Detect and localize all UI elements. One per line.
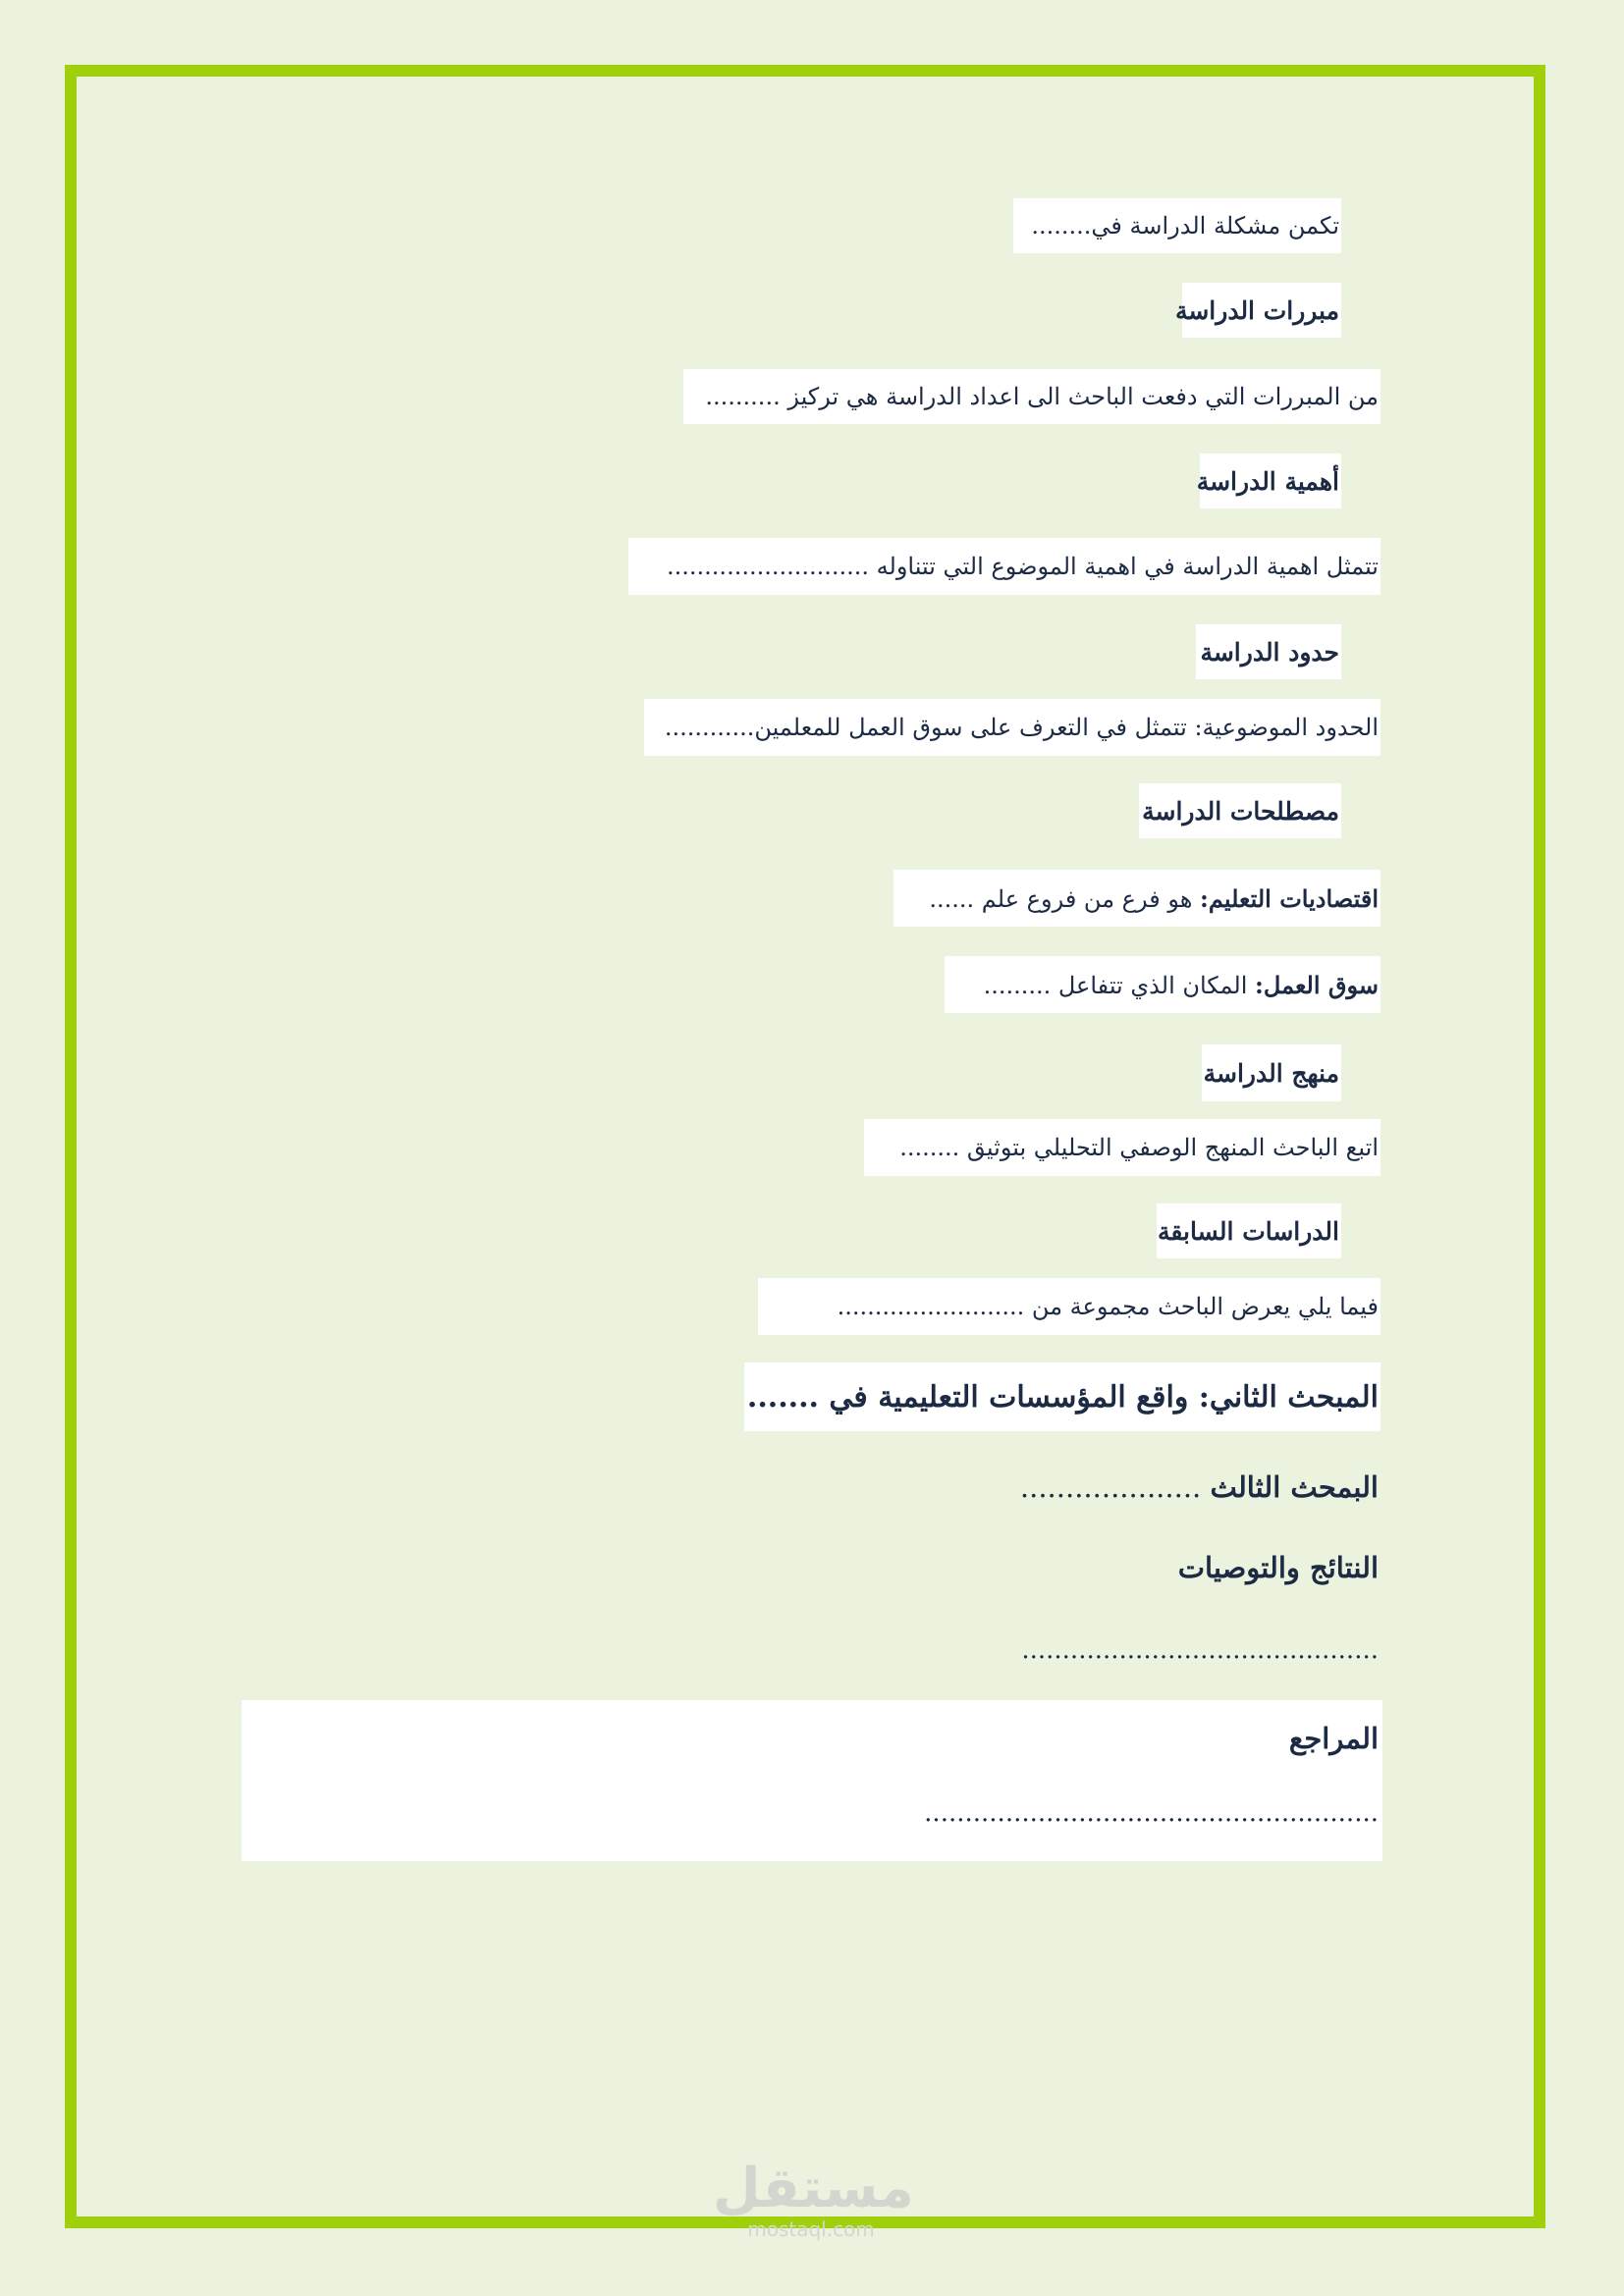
importance-paragraph: تتمثل اهمية الدراسة في اهمية الموضوع التي تتناوله ........................... <box>628 538 1380 595</box>
term2-text: المكان الذي تتفاعل ......... <box>983 971 1256 999</box>
section3-heading <box>1020 1470 1379 1504</box>
section3-dots: .................... <box>1019 1470 1211 1504</box>
justifications-paragraph: من المبررات التي دفعت الباحث الى اعداد الدراسة هي تركيز .......... <box>683 369 1380 424</box>
importance-heading: أهمية الدراسة <box>1200 454 1341 508</box>
watermark-logo: مستقل <box>713 2157 914 2220</box>
references-dots: ........................................................ <box>924 1798 1379 1828</box>
section3-title: البمحث الثالث <box>1210 1470 1379 1504</box>
term2-label: سوق العمل: <box>1255 970 1379 999</box>
references-heading: المراجع <box>1288 1722 1379 1755</box>
term1-label: اقتصاديات التعليم: <box>1200 883 1379 913</box>
term1-text: هو فرع من فروع علم ...... <box>929 884 1201 913</box>
limits-paragraph: الحدود الموضوعية: تتمثل في التعرف على سوق العمل للمعلمين............ <box>644 699 1380 756</box>
previous-studies-paragraph: فيما يلي يعرض الباحث مجموعة من ......................... <box>758 1278 1380 1335</box>
terms-heading: مصطلحات الدراسة <box>1139 783 1341 838</box>
results-dots: ............................................ <box>1021 1635 1379 1665</box>
justifications-heading: مبررات الدراسة <box>1182 283 1341 338</box>
watermark-site: mostaql.com <box>747 2217 875 2241</box>
results-heading: النتائج والتوصيات <box>1177 1551 1379 1584</box>
problem-text: تكمن مشكلة الدراسة في........ <box>1031 212 1339 240</box>
references-section <box>242 1700 1382 1861</box>
term-education-economics <box>893 870 1380 927</box>
previous-studies-heading: الدراسات السابقة <box>1157 1203 1341 1258</box>
mostaql-watermark <box>713 2157 914 2241</box>
problem-paragraph <box>1013 198 1341 253</box>
method-paragraph: اتبع الباحث المنهج الوصفي التحليلي بتوثيق ........ <box>864 1119 1380 1176</box>
section2-heading: المبحث الثاني: واقع المؤسسات التعليمية في ....... <box>744 1362 1380 1431</box>
method-heading: منهج الدراسة <box>1202 1044 1341 1101</box>
term-labor-market <box>945 956 1380 1013</box>
limits-heading: حدود الدراسة <box>1196 624 1341 679</box>
